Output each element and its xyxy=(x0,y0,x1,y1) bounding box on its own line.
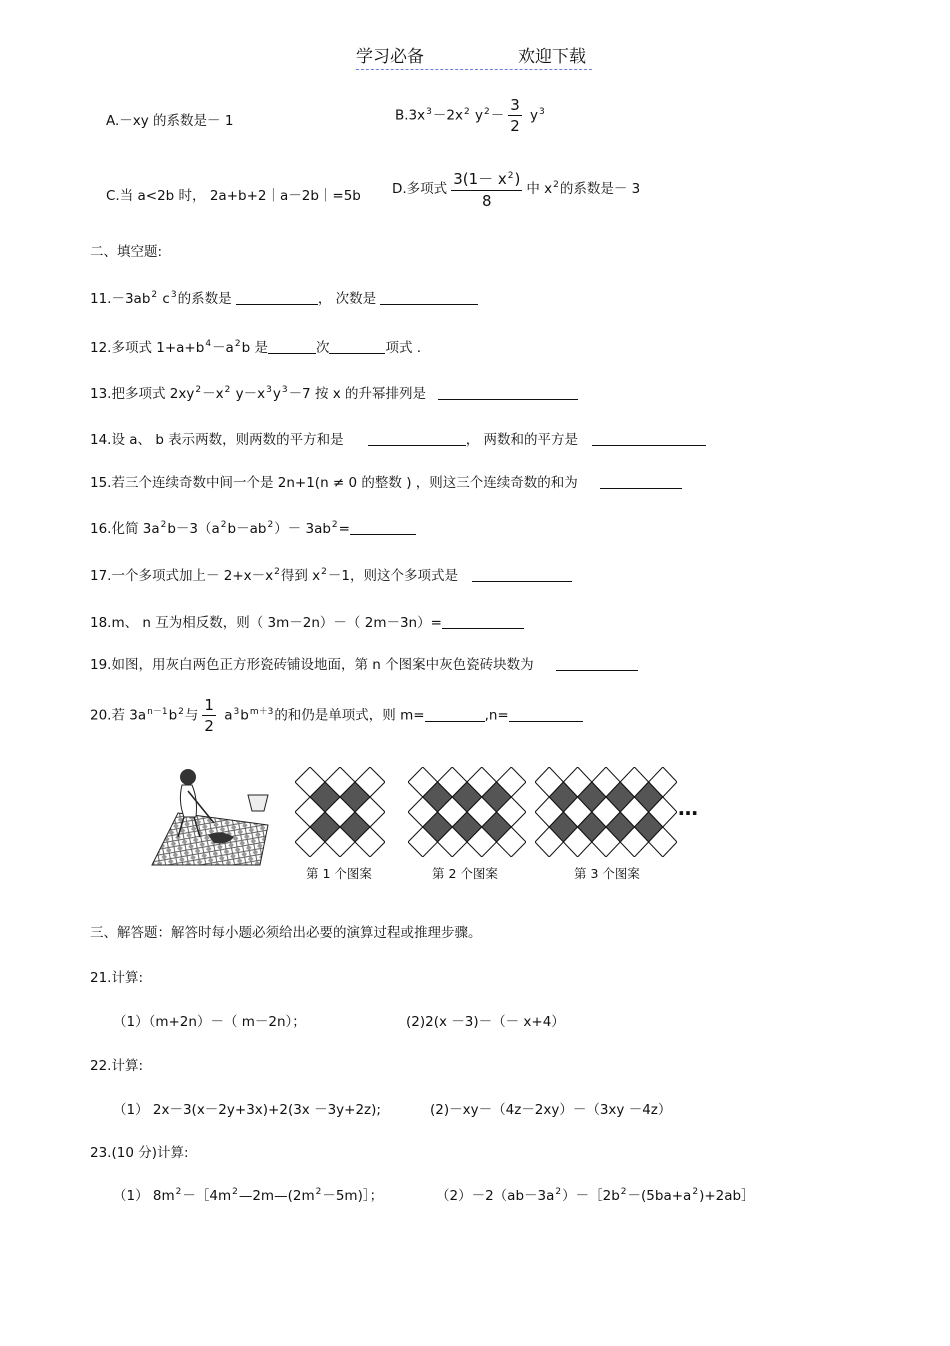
question-20: 20.若 $3a^{n-1}b^2$与 $\frac{1}{2}$ $a^3b^{m+3}$的和仍是单项式，则 m= ,n= xyxy=(90,696,583,735)
header-left: 学习必备 xyxy=(356,47,424,67)
caption-pattern-2: 第 2 个图案 xyxy=(432,866,498,881)
question-13: 13.把多项式 $2xy^2-x^2$ $y-x^3y^3-7$ 按 x 的升幂排列是 xyxy=(90,382,578,402)
caption-pattern-1: 第 1 个图案 xyxy=(306,866,372,881)
worker-tiling-illustration xyxy=(148,765,278,870)
answer-blank[interactable] xyxy=(592,432,706,446)
answer-blank[interactable] xyxy=(509,708,583,722)
question-17: 17.一个多项式加上－ $2+x-x^2$得到 $x^2-1$，则这个多项式是 xyxy=(90,564,572,584)
question-18: 18.m、 n 互为相反数，则（ 3m－2n）－（ 2m－3n）= xyxy=(90,611,524,631)
fraction-polynomial: $\frac{3(1- x^2)}{8}$ xyxy=(453,170,521,210)
question-19: 19.如图，用灰白两色正方形瓷砖铺设地面，第 n 个图案中灰色瓷砖块数为 xyxy=(90,653,638,673)
answer-blank[interactable] xyxy=(350,521,416,535)
section-3-title: 三、解答题：解答时每小题必须给出必要的演算过程或推理步骤。 xyxy=(90,925,482,941)
question-22-part-1: （1） 2x－3(x－2y+3x)+2(3x －3y+2z); xyxy=(113,1102,381,1118)
answer-blank[interactable] xyxy=(556,657,638,671)
option-a: A.－xy 的系数是－ 1 xyxy=(106,113,234,129)
question-16: 16.化简 $3a^2b-3(a^2b-ab^2)- 3ab^2=$ xyxy=(90,517,416,537)
answer-blank[interactable] xyxy=(442,615,524,629)
option-b: $B.3x^3-2x^2$ $y^2-$ $\frac{3}{2}$ $y^3$ xyxy=(395,96,545,135)
answer-blank[interactable] xyxy=(368,432,466,446)
answer-blank[interactable] xyxy=(380,291,478,305)
question-23-title: 23.(10 分)计算: xyxy=(90,1145,189,1161)
question-12: 12.多项式 $1+a+b^4-a^2b$ 是 次 项式 . xyxy=(90,339,422,356)
answer-blank[interactable] xyxy=(268,340,316,354)
question-21-part-2: (2)2(x －3)－（－ x+4） xyxy=(406,1014,565,1030)
option-d: D.多项式 $\frac{3(1- x^2)}{8}$ 中 $x^2$的系数是－ 3 xyxy=(392,170,641,210)
tile-pattern-2 xyxy=(408,767,526,857)
tile-pattern-3 xyxy=(535,767,677,857)
question-21-title: 21.计算: xyxy=(90,970,144,986)
tile-pattern-1 xyxy=(295,767,385,857)
caption-pattern-3: 第 3 个图案 xyxy=(574,866,640,881)
section-2-title: 二、填空题: xyxy=(90,244,163,260)
option-c: C.当 a<2b 时， 2a+b+2｜a－2b｜=5b xyxy=(106,188,361,204)
answer-blank[interactable] xyxy=(472,568,572,582)
question-15: 15.若三个连续奇数中间一个是 2n+1(n ≠ 0 的整数 ) ，则这三个连续奇数的和为 xyxy=(90,471,682,491)
page-header xyxy=(356,42,592,70)
pattern-ellipsis: … xyxy=(678,796,699,820)
question-22-part-2: (2)－xy－（4z－2xy）－（3xy －4z） xyxy=(430,1102,672,1118)
answer-blank[interactable] xyxy=(236,291,318,305)
fraction-one-half: $\frac{1}{2}$ xyxy=(204,696,214,735)
answer-blank[interactable] xyxy=(600,475,682,489)
question-23-part-2: $(2)-2(ab-3a^2)-[2b^2-(5ba+a^2)+2ab]$ xyxy=(436,1187,755,1204)
header-right: 欢迎下载 xyxy=(518,47,586,67)
question-22-title: 22.计算: xyxy=(90,1058,144,1074)
answer-blank[interactable] xyxy=(329,340,385,354)
fraction-three-halves: $\frac{3}{2}$ xyxy=(510,96,520,135)
answer-blank[interactable] xyxy=(425,708,485,722)
question-23-part-1: （1） $8m^2-[4m^2—2m—(2m^2-5m)]$； xyxy=(113,1187,384,1204)
question-14: 14.设 a、 b 表示两数，则两数的平方和是 ， 两数和的平方是 xyxy=(90,428,706,448)
answer-blank[interactable] xyxy=(438,386,578,400)
question-11: $11.-3ab^2$ $c^3$的系数是 ， 次数是 xyxy=(90,287,478,307)
question-21-part-1: （1）（m+2n）－（ m－2n）； xyxy=(113,1014,306,1030)
